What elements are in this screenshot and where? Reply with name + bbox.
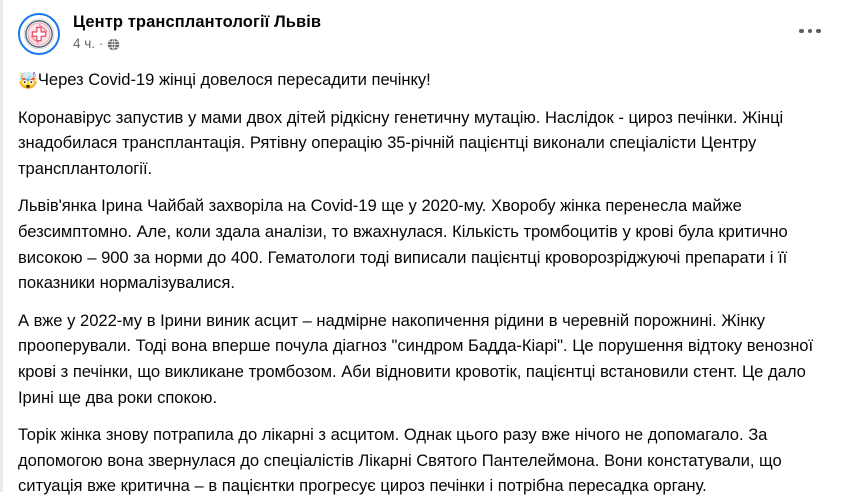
post-timestamp[interactable]: 4 ч. bbox=[73, 36, 96, 51]
post-paragraph-3: А вже у 2022-му в Ірини виник асцит – надмірне накопичення рідини в черевній порожнині. Жінку прооперували. Тоді вона вперше почула діагноз "синдром Бадда-Кіарі". Це порушення відтоку венозної крові з печінки, що викликане тромбозом. Аби відновити кровотік, пацієнтці встановили стент. Це дало Ірині ще два роки спокою. bbox=[18, 310, 818, 407]
post-headline-text: Через Covid-19 жінці довелося пересадити печінку! bbox=[37, 70, 431, 89]
ellipsis-dot-3 bbox=[816, 29, 821, 34]
avatar[interactable] bbox=[18, 13, 60, 55]
post-header bbox=[3, 0, 842, 56]
ellipsis-dot-1 bbox=[799, 29, 804, 34]
globe-icon-svg bbox=[107, 38, 120, 51]
post-paragraph-headline bbox=[18, 67, 830, 93]
post-paragraph-2: Львів'янка Ірина Чайбай захворіла на Covid-19 ще у 2020-му. Хворобу жінка перенесла майже безсимптомно. Але, коли здала аналізи, то вжахнулася. Кількість тромбоцитів у крові була критично високою – 900 за норми до 400. Гематологи тоді виписали пацієнтці кроворозріджуючі препарати і її показники нормалізувалися. bbox=[18, 196, 793, 293]
exploding-head-emoji: 🤯 bbox=[18, 71, 38, 90]
post-paragraph-4: Торік жінка знову потрапила до лікарні з асцитом. Однак цього разу вже нічого не допомагало. За допомогою вона звернулася до спеціалістів Лікарні Святого Пантелеймона. Вони констатували, що ситуація вже критична – в пацієнтки прогресує цироз печінки і потрібна пересадка органу. bbox=[18, 425, 787, 496]
post-body bbox=[3, 67, 842, 499]
ellipsis-dot-2 bbox=[808, 29, 813, 34]
medical-cross-emblem-icon bbox=[20, 15, 58, 53]
header-text bbox=[73, 12, 321, 52]
post-meta bbox=[73, 35, 321, 52]
page-name[interactable]: Центр трансплантології Львів bbox=[73, 13, 322, 31]
post-paragraph-1: Коронавірус запустив у мами двох дітей рідкісну генетичну мутацію. Наслідок - цироз печінки. Жінці знадобилася трансплантація. Рятівну операцію 35-річній пацієнтці виконали спеціалісти Центру трансплантології. bbox=[18, 107, 788, 178]
meta-separator: · bbox=[99, 36, 104, 51]
post-menu-button[interactable] bbox=[792, 20, 828, 42]
globe-icon[interactable] bbox=[107, 38, 120, 51]
